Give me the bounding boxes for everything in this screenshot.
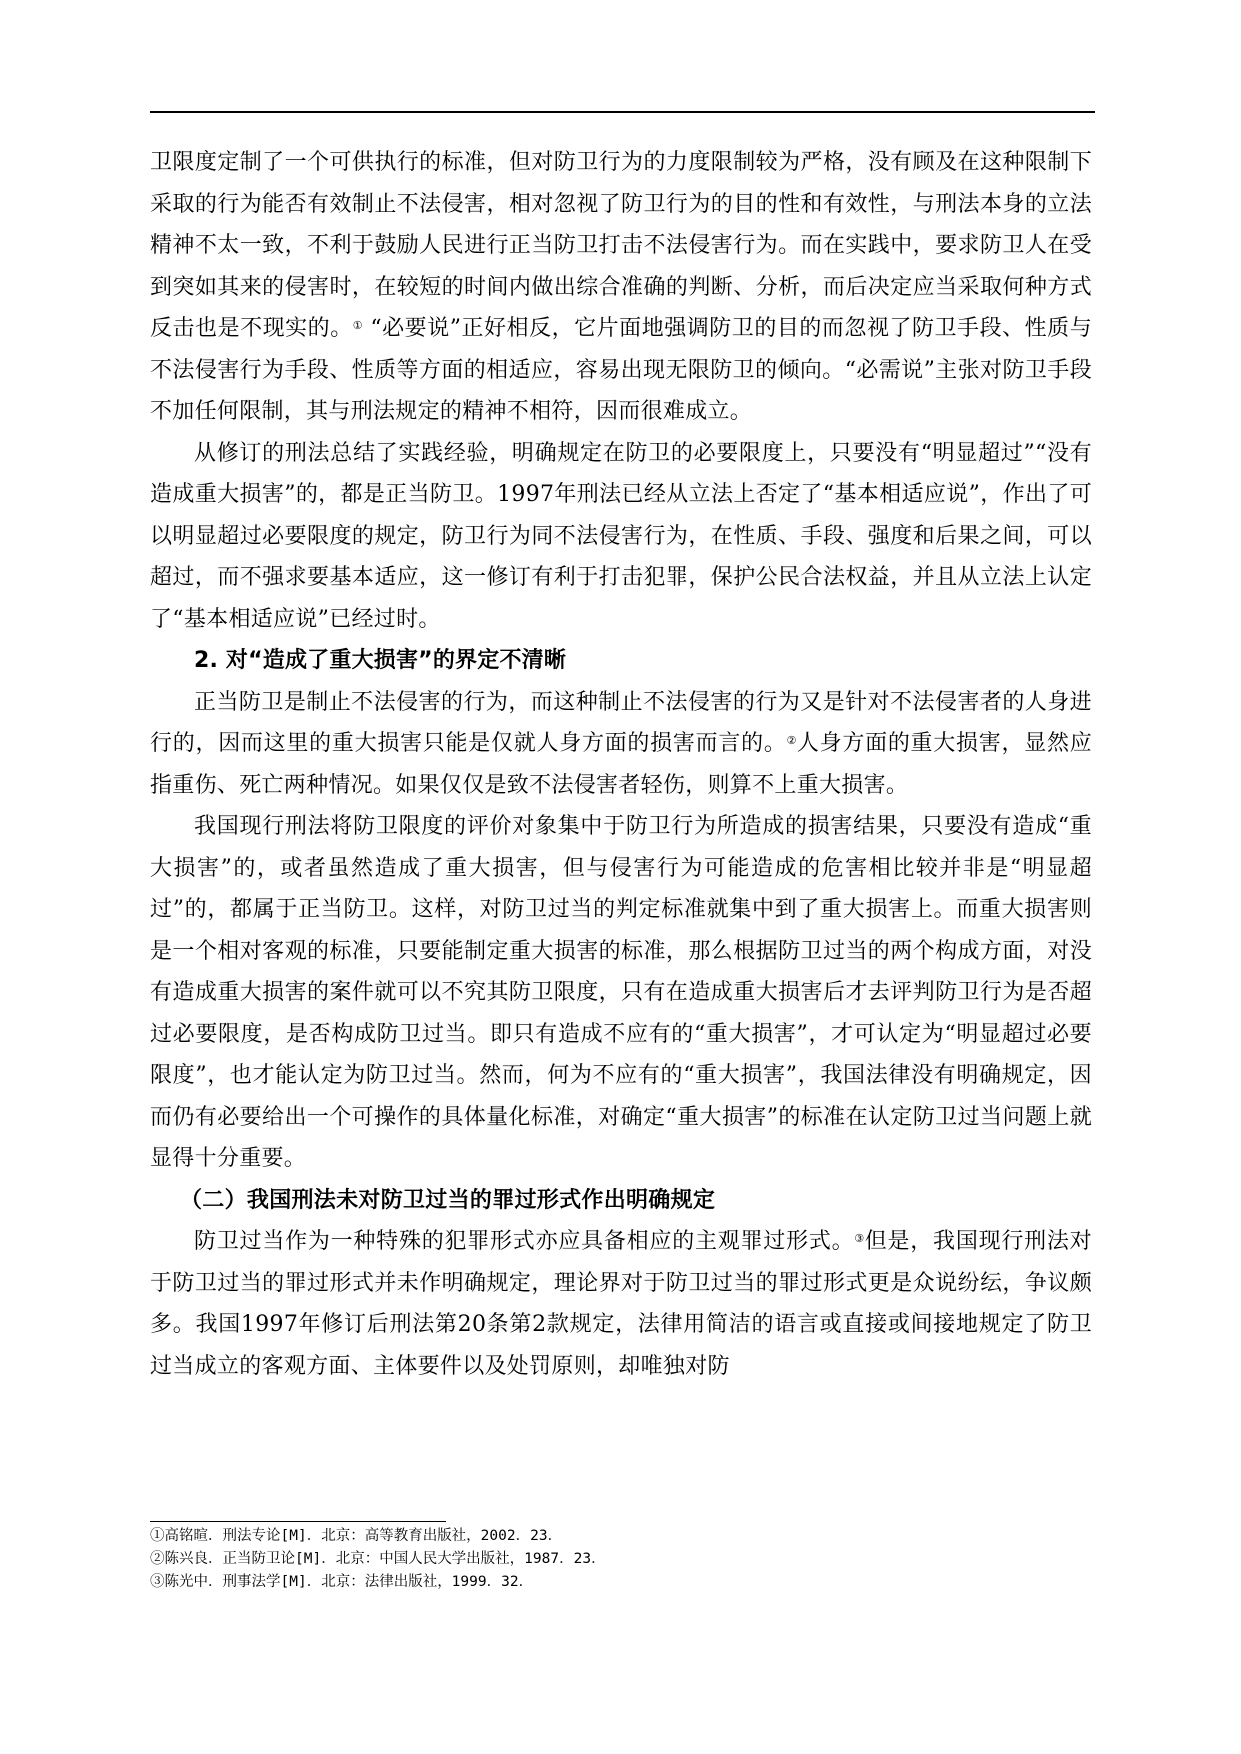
- paragraph-3: [150, 682, 1092, 807]
- paragraph-4: 我国现行刑法将防卫限度的评价对象集中于防卫行为所造成的损害结果，只要没有造成“重大损害”的，或者虽然造成了重大损害，但与侵害行为可能造成的危害相比较并非是“明显超过”的，都属于正当防卫。这样，对防卫过当的判定标准就集中到了重大损害上。而重大损害则是一个相对客观的标准，只要能制定重大损害的标准，那么根据防卫过当的两个构成方面，对没有造成重大损害的案件就可以不究其防卫限度，只有在造成重大损害后才去评判防卫行为是否超过必要限度，是否构成防卫过当。即只有造成不应有的“重大损害”，才可认定为“明显超过必要限度”，也才能认定为防卫过当。然而，何为不应有的“重大损害”，我国法律没有明确规定，因而仍有必要给出一个可操作的具体量化标准，对确定“重大损害”的标准在认定防卫过当问题上就显得十分重要。: [150, 814, 1092, 1171]
- paragraph-3-text-b: 人身方面的重大损害，显然应指重伤、死亡两种情况。如果仅仅是致不法侵害者轻伤，则算不上重大损害。: [150, 731, 1092, 798]
- header-rule: [150, 111, 1095, 113]
- paragraph-3-text-a: 正当防卫是制止不法侵害的行为，而这种制止不法侵害的行为又是针对不法侵害者的人身进行的，因而这里的重大损害只能是仅就人身方面的损害而言的。: [150, 689, 1092, 756]
- paragraph-1-text-a: 卫限度定制了一个可供执行的标准，但对防卫行为的力度限制较为严格，没有顾及在这种限制下采取的行为能否有效制止不法侵害，相对忽视了防卫行为的目的性和有效性，与刑法本身的立法精神不太一致，不利于鼓励人民进行正当防卫打击不法侵害行为。而在实践中，要求防卫人在受到突如其来的侵害时，在较短的时间内做出综合准确的判断、分析，而后决定应当采取何种方式反击也是不现实的。: [150, 150, 1092, 341]
- footnote-3: ③陈光中．刑事法学[M]．北京：法律出版社，1999．32．: [150, 1574, 534, 1590]
- paragraph-5-text-a: 防卫过当作为一种特殊的犯罪形式亦应具备相应的主观罪过形式。: [194, 1229, 855, 1254]
- section-heading-2: 2. 对“造成了重大损害”的界定不清晰: [194, 648, 567, 673]
- footnote-1: ①高铭暄．刑法专论[M]．北京：高等教育出版社，2002．23．: [150, 1528, 563, 1544]
- section-heading-er: （二）我国刑法未对防卫过当的罪过形式作出明确规定: [180, 1187, 716, 1213]
- footnotes: [150, 1525, 950, 1594]
- footnote-2: ②陈兴良．正当防卫论[M]．北京：中国人民大学出版社，1987．23．: [150, 1551, 606, 1567]
- paragraph-5-text-b: 但是，我国现行刑法对于防卫过当的罪过形式并未作明确规定，理论界对于防卫过当的罪过形式更是众说纷纭，争议颇多。我国1997年修订后刑法第20条第2款规定，法律用简洁的语言或直接或间接地规定了防卫过当成立的客观方面、主体要件以及处罚原则，却唯独对防: [150, 1229, 1092, 1379]
- paragraph-1: [150, 142, 1092, 433]
- paragraph-2: 从修订的刑法总结了实践经验，明确规定在防卫的必要限度上，只要没有“明显超过”“没有造成重大损害”的，都是正当防卫。1997年刑法已经从立法上否定了“基本相适应说”，作出了可以明显超过必要限度的规定，防卫行为同不法侵害行为，在性质、手段、强度和后果之间，可以超过，而不强求要基本适应，这一修订有利于打击犯罪，保护公民合法权益，并且从立法上认定了“基本相适应说”已经过时。: [150, 440, 1092, 632]
- main-text: [150, 142, 1092, 1387]
- paragraph-5: [150, 1221, 1092, 1387]
- footnote-ref-2[interactable]: ②: [786, 734, 797, 747]
- footnote-rule: [150, 1521, 446, 1522]
- footnote-ref-3[interactable]: ③: [854, 1232, 865, 1245]
- footnote-ref-1[interactable]: ①: [352, 319, 363, 332]
- paragraph-1-text-b: “必要说”正好相反，它片面地强调防卫的目的而忽视了防卫手段、性质与不法侵害行为手段、性质等方面的相适应，容易出现无限防卫的倾向。“必需说”主张对防卫手段不加任何限制，其与刑法规定的精神不相符，因而很难成立。: [150, 316, 1092, 424]
